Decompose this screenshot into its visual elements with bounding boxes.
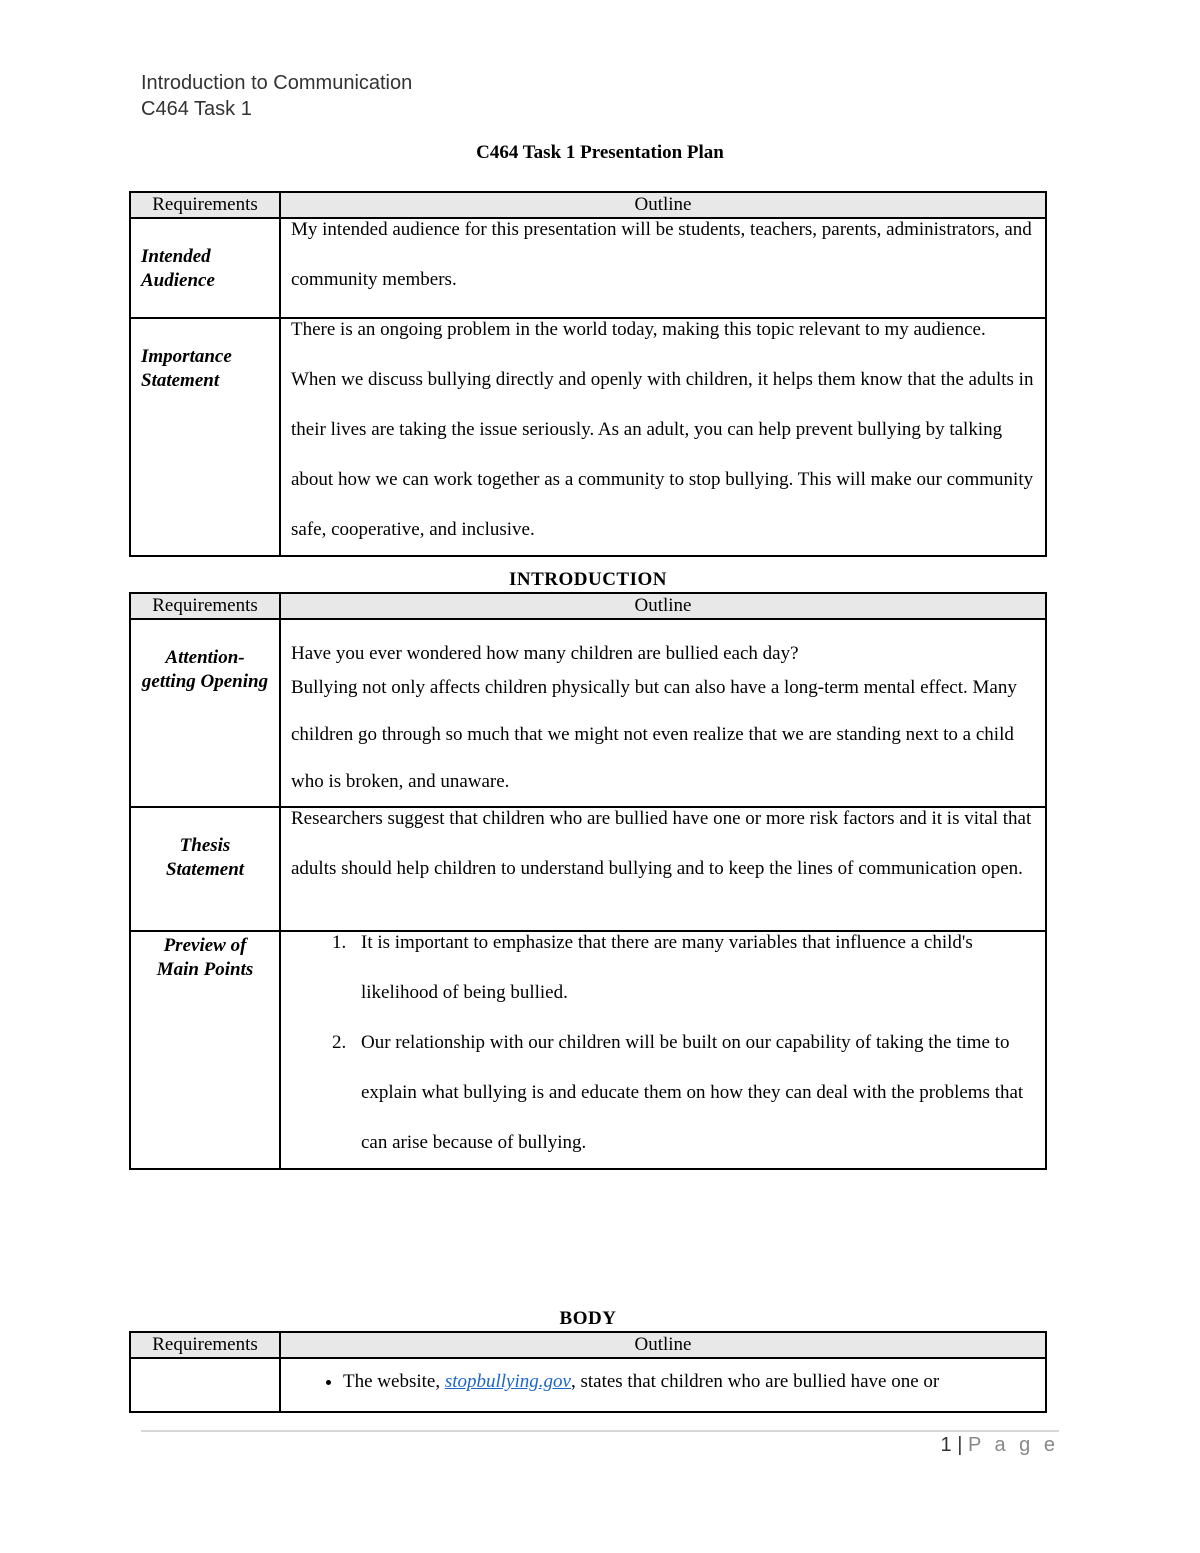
- row-label-intended-audience: Intended Audience: [141, 246, 215, 291]
- main-points-list: [281, 918, 1045, 1168]
- requirements-header: Requirements: [130, 192, 280, 218]
- table-row: [130, 318, 1046, 556]
- row-label-thesis-statement: Thesis Statement: [165, 835, 245, 880]
- row-text-importance-statement: There is an ongoing problem in the world today, making this topic relevant to my audience. When we discuss bullying directly and openly with children, it helps them know that the adults in their lives are taking the issue seriously. As an adult, you can help prevent bullying by talking about how we can work together as a community to stop bullying. This will make our community safe, cooperative, and inclusive.: [291, 319, 1034, 540]
- list-item: 2. Our relationship with our children will be built on our capability of taking the time to explain what bullying is and educate them on how they can deal with the problems that can arise because of bullying.: [351, 1018, 1045, 1168]
- table-row: [130, 807, 1046, 931]
- footer-divider: [141, 1430, 1059, 1432]
- row-text-intended-audience: My intended audience for this presentation will be students, teachers, parents, administrators, and community members.: [291, 219, 1032, 290]
- plan-table: [129, 191, 1047, 557]
- table-row: [130, 1358, 1046, 1412]
- page-word: P a g e: [967, 1434, 1059, 1456]
- table-row: [130, 931, 1046, 1169]
- row-label-preview-of-main-points: Preview of Main Points: [156, 935, 254, 980]
- table-row: [130, 619, 1046, 807]
- page-separator: |: [957, 1434, 963, 1456]
- table-row: [130, 218, 1046, 318]
- attention-question: Have you ever wondered how many children are bullied each day?: [291, 643, 799, 664]
- row-label-attention-getting-opening: Attention-getting Opening: [141, 647, 269, 692]
- introduction-heading: INTRODUCTION: [508, 569, 668, 590]
- body-bullet-list: [281, 1365, 1045, 1399]
- list-item: [343, 1365, 1045, 1399]
- body-heading: BODY: [559, 1308, 617, 1329]
- bullet-suffix: , states that children who are bullied have one or: [570, 1371, 940, 1392]
- row-text-thesis-statement: Researchers suggest that children who are bullied have one or more risk factors and it is vital that adults should help children to understand bullying and to keep the lines of communication open.: [291, 808, 1032, 879]
- introduction-table: [129, 592, 1047, 1170]
- outline-header: Outline: [280, 593, 1046, 619]
- header-task-code: C464 Task 1: [141, 98, 252, 120]
- attention-text: Bullying not only affects children physically but can also have a long-term mental effect. Many children go through so much that we might not even realize that we are standing next to a child who is broken, and unaware.: [291, 677, 1017, 792]
- page-footer: [941, 1434, 1059, 1457]
- page-number: 1: [940, 1434, 952, 1456]
- stopbullying-link[interactable]: stopbullying.gov: [444, 1371, 571, 1392]
- requirements-header: Requirements: [130, 593, 280, 619]
- list-item: 1. It is important to emphasize that there are many variables that influence a child's likelihood of being bullied.: [351, 918, 1045, 1018]
- outline-header: Outline: [280, 1332, 1046, 1358]
- header-course-title: Introduction to Communication: [141, 72, 413, 94]
- outline-header: Outline: [280, 192, 1046, 218]
- body-table: [129, 1331, 1047, 1413]
- requirements-header: Requirements: [130, 1332, 280, 1358]
- empty-requirement-cell: [130, 1358, 280, 1412]
- bullet-prefix: The website,: [343, 1371, 445, 1392]
- row-label-importance-statement: Importance Statement: [141, 346, 232, 391]
- document-title: C464 Task 1 Presentation Plan: [476, 142, 724, 163]
